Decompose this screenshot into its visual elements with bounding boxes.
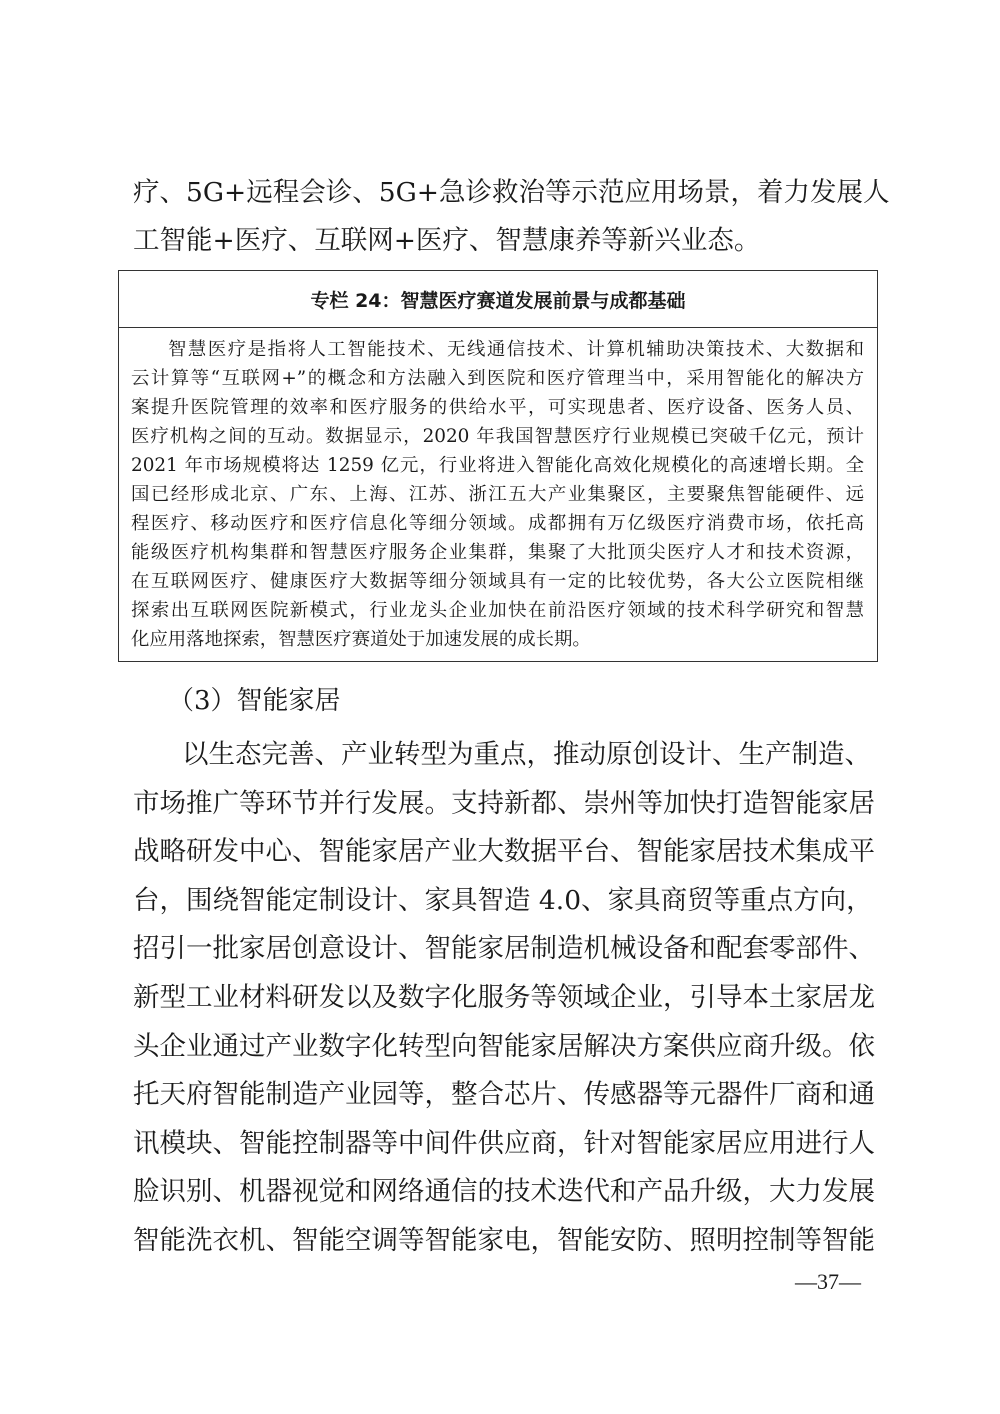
- box-line-10: 探索出互联网医院新模式，行业龙头企业加快在前沿医疗领域的技术科学研究和智慧: [131, 600, 864, 621]
- section-heading: （3）智能家居: [168, 686, 341, 716]
- box-line-7: 程医疗、移动医疗和医疗信息化等细分领域。成都拥有万亿级医疗消费市场，依托高: [131, 513, 864, 534]
- body-line-8: 托天府智能制造产业园等，整合芯片、传感器等元器件厂商和通: [133, 1079, 875, 1111]
- body-line-2: 市场推广等环节并行发展。支持新都、崇州等加快打造智能家居: [133, 787, 875, 819]
- body-line-10: 脸识别、机器视觉和网络通信的技术迭代和产品升级，大力发展: [133, 1176, 875, 1208]
- intro-line-1: 疗、5G+远程会诊、5G+急诊救治等示范应用场景，着力发展人: [133, 177, 890, 208]
- body-line-9: 讯模块、智能控制器等中间件供应商，针对智能家居应用进行人: [133, 1127, 875, 1159]
- page-number: —37—: [795, 1269, 861, 1294]
- body-line-5: 招引一批家居创意设计、智能家居制造机械设备和配套零部件、: [133, 933, 875, 965]
- box-line-1: 智慧医疗是指将人工智能技术、无线通信技术、计算机辅助决策技术、大数据和: [168, 339, 864, 360]
- box-line-8: 能级医疗机构集群和智慧医疗服务企业集群，集聚了大批顶尖医疗人才和技术资源，: [131, 542, 864, 563]
- box-line-2: 云计算等“互联网+”的概念和方法融入到医院和医疗管理当中，采用智能化的解决方: [131, 368, 864, 389]
- body-line-6: 新型工业材料研发以及数字化服务等领域企业，引导本土家居龙: [133, 982, 875, 1013]
- body-line-4: 台，围绕智能定制设计、家具智造 4.0、家具商贸等重点方向，: [133, 884, 873, 916]
- column-box-title: 专栏 24：智慧医疗赛道发展前景与成都基础: [119, 271, 877, 328]
- box-line-6: 国已经形成北京、广东、上海、江苏、浙江五大产业集聚区，主要聚焦智能硬件、远: [131, 484, 864, 505]
- body-line-1: 以生态完善、产业转型为重点，推动原创设计、生产制造、: [182, 739, 871, 770]
- box-line-9: 在互联网医疗、健康医疗大数据等细分领域具有一定的比较优势，各大公立医院相继: [131, 571, 864, 592]
- intro-line-2: 工智能+医疗、互联网+医疗、智慧康养等新兴业态。: [133, 225, 761, 256]
- box-line-4: 医疗机构之间的互动。数据显示，2020 年我国智慧医疗行业规模已突破千亿元，预计: [131, 426, 864, 447]
- body-line-7: 头企业通过产业数字化转型向智能家居解决方案供应商升级。依: [133, 1030, 875, 1062]
- body-line-3: 战略研发中心、智能家居产业大数据平台、智能家居技术集成平: [133, 836, 875, 868]
- box-line-3: 案提升医院管理的效率和医疗服务的供给水平，可实现患者、医疗设备、医务人员、: [131, 397, 864, 418]
- box-line-11: 化应用落地探索，智慧医疗赛道处于加速发展的成长期。: [131, 629, 591, 650]
- column-box: [118, 270, 878, 662]
- body-line-11: 智能洗衣机、智能空调等智能家电，智能安防、照明控制等智能: [133, 1225, 875, 1256]
- box-line-5: 2021 年市场规模将达 1259 亿元，行业将进入智能化高效化规模化的高速增长期。全: [131, 455, 864, 476]
